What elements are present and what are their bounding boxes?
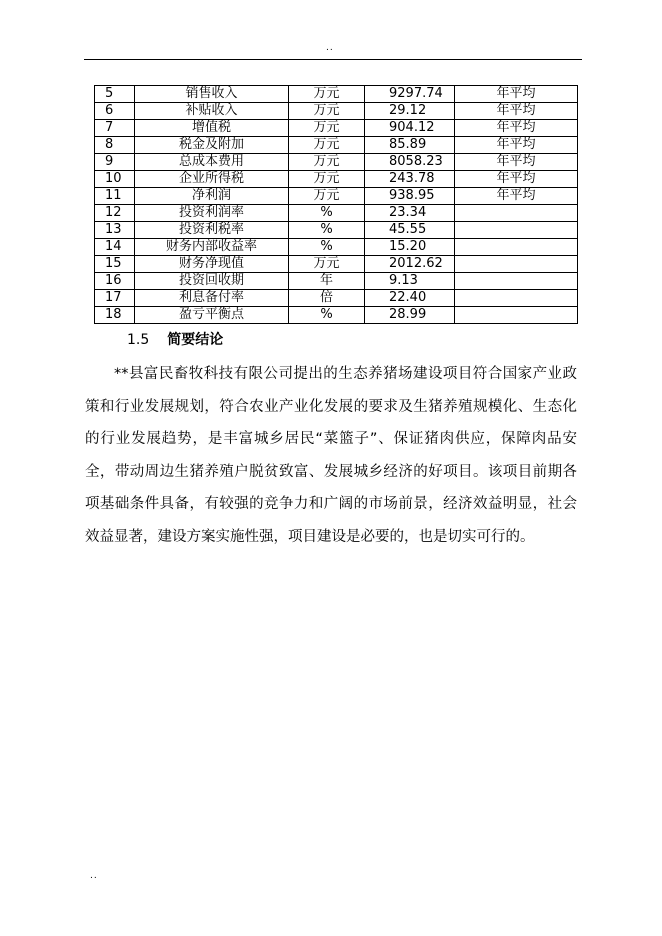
indicator-unit: % — [289, 222, 365, 239]
row-number: 5 — [95, 86, 135, 103]
indicator-note — [455, 205, 578, 222]
table-row — [95, 171, 578, 188]
row-number: 17 — [95, 290, 135, 307]
indicator-note: 年平均 — [455, 86, 578, 103]
table-row — [95, 273, 578, 290]
section-heading — [127, 330, 223, 350]
row-number: 18 — [95, 307, 135, 324]
indicator-unit: % — [289, 307, 365, 324]
indicator-note — [455, 307, 578, 324]
section-title: 简要结论 — [167, 332, 224, 348]
indicator-note — [455, 273, 578, 290]
conclusion-paragraph: **县富民畜牧科技有限公司提出的生态养猪场建设项目符合国家产业政策和行业发展规划，符合农业产业化发展的要求及生猪养殖规模化、生态化的行业发展趋势，是丰富城乡居民“菜篮子”、保证猪肉供应，保障肉品安全，带动周边生猪养殖户脱贫致富、发展城乡经济的好项目。该项目前期各项基础条件具备，有较强的竞争力和广阔的市场前景，经济效益明显，社会效益显著，建设方案实施性强，项目建设是必要的，也是切实可行的。 — [85, 366, 577, 545]
header-divider — [84, 59, 582, 60]
row-number: 8 — [95, 137, 135, 154]
indicator-name: 税金及附加 — [135, 137, 289, 154]
row-number: 15 — [95, 256, 135, 273]
section-number: 1.5 — [127, 332, 150, 348]
row-number: 12 — [95, 205, 135, 222]
indicator-note: 年平均 — [455, 188, 578, 205]
indicator-note: 年平均 — [455, 103, 578, 120]
indicator-name: 销售收入 — [135, 86, 289, 103]
indicator-unit: 万元 — [289, 137, 365, 154]
indicator-name: 净利润 — [135, 188, 289, 205]
indicator-value: 45.55 — [365, 222, 455, 239]
indicator-name: 投资利税率 — [135, 222, 289, 239]
indicator-unit: 万元 — [289, 86, 365, 103]
row-number: 7 — [95, 120, 135, 137]
table-row — [95, 188, 578, 205]
indicator-unit: 万元 — [289, 120, 365, 137]
table-row — [95, 290, 578, 307]
row-number: 13 — [95, 222, 135, 239]
indicator-note: 年平均 — [455, 171, 578, 188]
indicator-value: 23.34 — [365, 205, 455, 222]
row-number: 16 — [95, 273, 135, 290]
row-number: 14 — [95, 239, 135, 256]
indicator-name: 补贴收入 — [135, 103, 289, 120]
table-row — [95, 120, 578, 137]
indicator-name: 增值税 — [135, 120, 289, 137]
page-header-mark: .. — [326, 43, 334, 53]
table-row — [95, 256, 578, 273]
page-footer-mark: .. — [90, 871, 98, 881]
indicator-rows — [95, 86, 578, 324]
indicator-value: 28.99 — [365, 307, 455, 324]
indicator-note: 年平均 — [455, 154, 578, 171]
indicator-unit: 万元 — [289, 154, 365, 171]
table-row — [95, 154, 578, 171]
indicator-value: 85.89 — [365, 137, 455, 154]
indicator-note: 年平均 — [455, 137, 578, 154]
table-row — [95, 222, 578, 239]
indicator-name: 总成本费用 — [135, 154, 289, 171]
indicator-value: 904.12 — [365, 120, 455, 137]
row-number: 10 — [95, 171, 135, 188]
table-row — [95, 239, 578, 256]
indicator-note — [455, 222, 578, 239]
indicator-name: 投资回收期 — [135, 273, 289, 290]
indicator-value: 9297.74 — [365, 86, 455, 103]
row-number: 11 — [95, 188, 135, 205]
indicator-value: 15.20 — [365, 239, 455, 256]
indicator-unit: 万元 — [289, 171, 365, 188]
indicator-value: 2012.62 — [365, 256, 455, 273]
indicator-note — [455, 290, 578, 307]
indicator-unit: 万元 — [289, 256, 365, 273]
indicator-value: 8058.23 — [365, 154, 455, 171]
table-row — [95, 103, 578, 120]
indicator-value: 9.13 — [365, 273, 455, 290]
indicator-unit: % — [289, 205, 365, 222]
indicator-note — [455, 256, 578, 273]
indicator-value: 243.78 — [365, 171, 455, 188]
indicator-name: 财务内部收益率 — [135, 239, 289, 256]
indicator-unit: 万元 — [289, 188, 365, 205]
indicator-name: 财务净现值 — [135, 256, 289, 273]
indicator-note — [455, 239, 578, 256]
economic-indicators-table — [94, 85, 578, 324]
indicator-name: 投资利润率 — [135, 205, 289, 222]
indicator-unit: 倍 — [289, 290, 365, 307]
indicator-unit: % — [289, 239, 365, 256]
table-row — [95, 86, 578, 103]
indicator-name: 盈亏平衡点 — [135, 307, 289, 324]
indicator-value: 22.40 — [365, 290, 455, 307]
indicator-value: 29.12 — [365, 103, 455, 120]
table-row — [95, 307, 578, 324]
indicator-name: 企业所得税 — [135, 171, 289, 188]
row-number: 6 — [95, 103, 135, 120]
indicator-name: 利息备付率 — [135, 290, 289, 307]
table-row — [95, 137, 578, 154]
indicator-note: 年平均 — [455, 120, 578, 137]
indicator-unit: 万元 — [289, 103, 365, 120]
indicator-value: 938.95 — [365, 188, 455, 205]
table-row — [95, 205, 578, 222]
indicator-unit: 年 — [289, 273, 365, 290]
row-number: 9 — [95, 154, 135, 171]
